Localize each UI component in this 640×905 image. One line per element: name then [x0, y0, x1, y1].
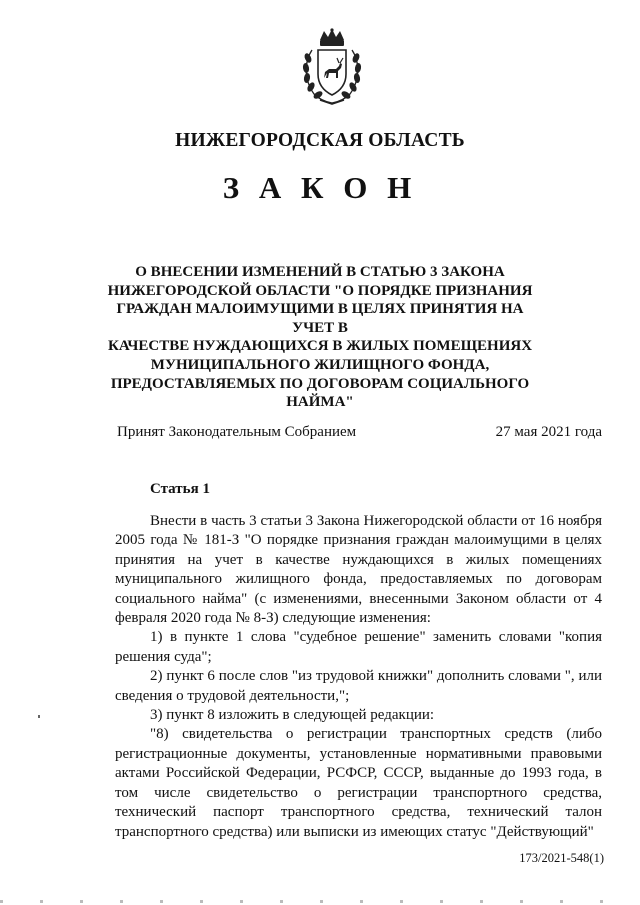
law-title-line: КАЧЕСТВЕ НУЖДАЮЩИХСЯ В ЖИЛЫХ ПОМЕЩЕНИЯХ: [107, 338, 533, 355]
law-title-line: НАЙМА": [286, 394, 354, 411]
coat-of-arms-icon: [298, 28, 366, 106]
article-heading: Статья 1: [150, 481, 210, 497]
article-paragraph: 1) в пункте 1 слова "судебное решение" заменить словами "копия решения суда";: [115, 629, 602, 665]
article-paragraph: "8) свидетельства о регистрации транспортных средств (либо регистрационные документы, установленные нормативными правовыми актами Российской Федерации, РСФСР, СССР, выданные до 1993 года, в том числе свидетельство о регистрации транспортного средства, технический паспорт транспортного средства, технический талон транспортного средства) или выписки из имеющих статус "Действующий": [115, 726, 602, 840]
article-body: [115, 512, 602, 842]
document-type: З А К О Н: [222, 170, 418, 205]
law-title-line: ГРАЖДАН МАЛОИМУЩИМИ В ЦЕЛЯХ ПРИНЯТИЯ НА УЧЕТ В: [116, 301, 524, 336]
article-paragraph: Внести в часть 3 статьи 3 Закона Нижегородской области от 16 ноября 2005 года № 181-З "О порядке признания граждан малоимущими в целях принятия на учет в качестве нуждающихся в жилых помещениях муниципального жилищного фонда, предоставляемых по договорам социального найма" (с изменениями, внесенными Законом области от 4 февраля 2020 года № 8-З) следующие изменения:: [115, 513, 602, 627]
region-name: НИЖЕГОРОДСКАЯ ОБЛАСТЬ: [175, 130, 465, 151]
law-title-line: ПРЕДОСТАВЛЯЕМЫХ ПО ДОГОВОРАМ СОЦИАЛЬНОГО: [110, 375, 530, 392]
article-paragraph: 3) пункт 8 изложить в следующей редакции:: [150, 707, 435, 724]
adoption-date: 27 мая 2021 года: [495, 424, 602, 440]
scan-edge-artifact: [0, 900, 640, 903]
document-code: 173/2021-548(1): [519, 851, 604, 865]
law-title-line: МУНИЦИПАЛЬНОГО ЖИЛИЩНОГО ФОНДА,: [150, 356, 490, 373]
article-paragraph: 2) пункт 6 после слов "из трудовой книжки" дополнить словами ", или сведения о трудовой деятельности,";: [115, 668, 602, 704]
law-title-line: О ВНЕСЕНИИ ИЗМЕНЕНИЙ В СТАТЬЮ 3 ЗАКОНА: [135, 264, 505, 280]
law-title: [100, 263, 540, 412]
adopted-by: Принят Законодательным Собранием: [117, 424, 357, 440]
law-title-line: НИЖЕГОРОДСКОЙ ОБЛАСТИ "О ПОРЯДКЕ ПРИЗНАНИЯ: [107, 282, 533, 299]
adoption-row: [117, 424, 602, 441]
scan-mark: [38, 715, 40, 718]
